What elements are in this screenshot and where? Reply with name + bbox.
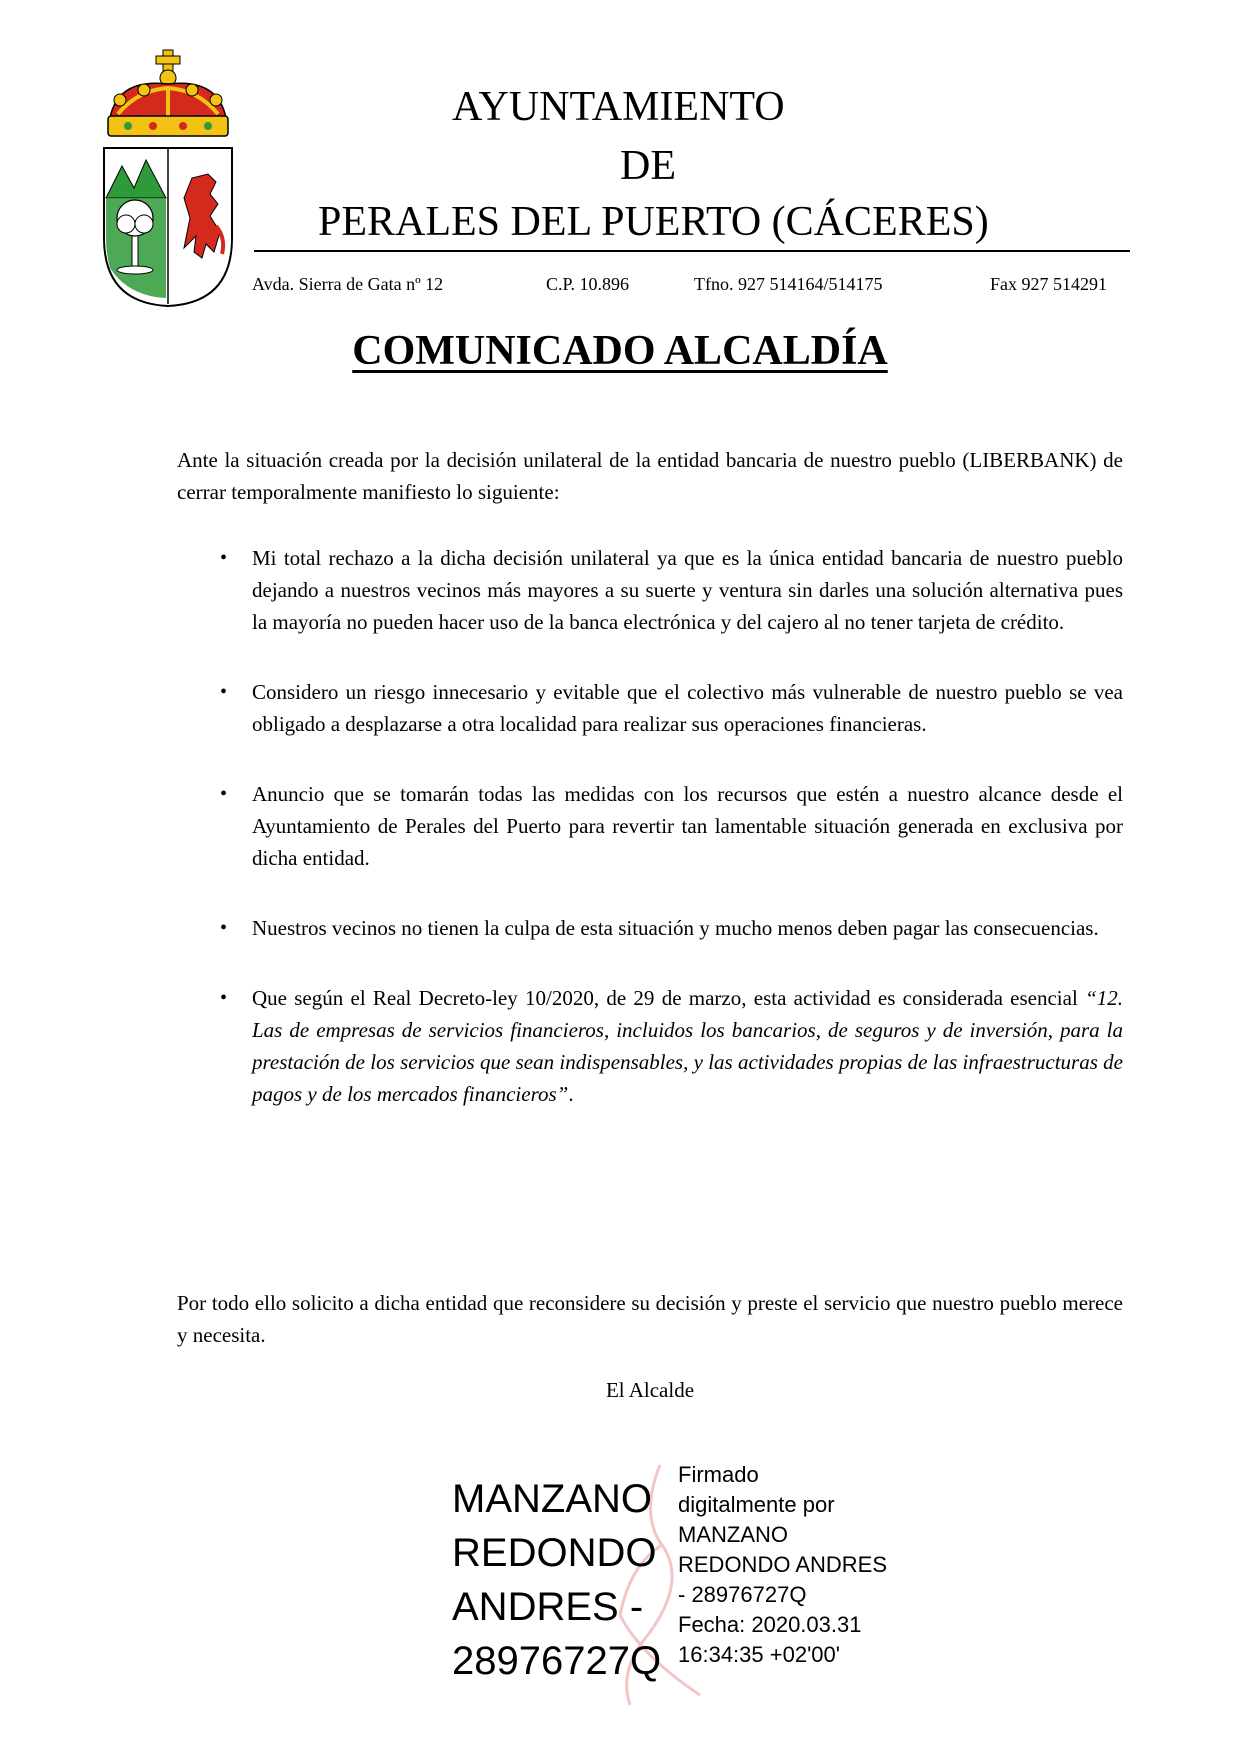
document-title-text: COMUNICADO ALCALDÍA	[352, 328, 888, 374]
list-item	[177, 542, 1123, 638]
list-item-end: .	[568, 1082, 574, 1106]
bullet-icon: •	[220, 987, 228, 1009]
list-item-text: Anuncio que se tomarán todas las medidas con los recursos que estén a nuestro alcance desde el Ayuntamiento de Perales del Puerto para revertir tan lamentable situación generada en exclusiva por dicha entidad.	[252, 782, 1123, 870]
letterhead-line-1: AYUNTAMIENTO	[452, 84, 785, 130]
municipal-coat-of-arms-icon	[98, 48, 238, 308]
signature-info-line: REDONDO ANDRES	[678, 1552, 888, 1577]
letterhead-divider	[254, 250, 1130, 252]
intro-paragraph: Ante la situación creada por la decisión unilateral de la entidad bancaria de nuestro pueblo (LIBERBANK) de cerrar temporalmente manifiesto lo siguiente:	[177, 448, 1123, 504]
list-item	[177, 912, 1123, 944]
legal-quote: “12. Las de empresas de servicios financieros, incluidos los bancarios, de seguros y de inversión, para la prestación de los servicios que sean indispensables, y las actividades propias de las infraestructuras de pagos y de los mercados financieros”	[252, 986, 1123, 1106]
list-item-text: Que según el Real Decreto-ley 10/2020, de 29 de marzo, esta actividad es considerada esencial	[252, 986, 1086, 1010]
signature-name-line: REDONDO	[452, 1531, 657, 1575]
letterhead-line-3: PERALES DEL PUERTO (CÁCERES)	[318, 199, 989, 245]
letterhead-line-2: DE	[620, 143, 676, 189]
bullet-icon: •	[220, 681, 228, 703]
list-item-text: Considero un riesgo innecesario y evitable que el colectivo más vulnerable de nuestro pueblo se vea obligado a desplazarse a otra localidad para realizar sus operaciones financieras.	[252, 680, 1123, 736]
signature-name-line: ANDRES -	[452, 1585, 644, 1629]
signature-name	[452, 1472, 661, 1688]
address: Avda. Sierra de Gata nº 12	[252, 274, 444, 294]
list-item	[177, 982, 1123, 1110]
list-item	[177, 676, 1123, 740]
signer-role-text: El Alcalde	[605, 1378, 695, 1402]
bullet-list	[177, 542, 1123, 1110]
signature-info-line: - 28976727Q	[678, 1582, 807, 1607]
signature-info-line: 16:34:35 +02'00'	[678, 1642, 840, 1667]
signature-info	[678, 1460, 887, 1670]
fax: Fax 927 514291	[990, 274, 1107, 294]
bullet-icon: •	[220, 547, 228, 569]
signature-info-line: digitalmente por	[678, 1492, 835, 1517]
signature-name-line: 28976727Q	[452, 1639, 662, 1683]
bullet-icon: •	[220, 783, 228, 805]
signature-info-line: Fecha: 2020.03.31	[678, 1612, 862, 1637]
signature-name-line: MANZANO	[452, 1477, 652, 1521]
list-item-text: Mi total rechazo a la dicha decisión unilateral ya que es la única entidad bancaria de nuestro pueblo dejando a nuestros vecinos más mayores a su suerte y ventura sin darles una solución alternativa pues la mayoría no pueden hacer uso de la banca electrónica y del cajero al no tener tarjeta de crédito.	[252, 546, 1123, 634]
list-item-text: Nuestros vecinos no tienen la culpa de esta situación y mucho menos deben pagar las consecuencias.	[252, 916, 1099, 940]
signature-info-line: Firmado	[678, 1462, 759, 1487]
bullet-icon: •	[220, 917, 228, 939]
closing-paragraph: Por todo ello solicito a dicha entidad que reconsidere su decisión y preste el servicio que nuestro pueblo merece y necesita.	[177, 1291, 1123, 1347]
signature-info-line: MANZANO	[678, 1522, 788, 1547]
document-title	[0, 326, 1240, 376]
phone: Tfno. 927 514164/514175	[694, 274, 883, 294]
postal-code: C.P. 10.896	[546, 274, 630, 294]
list-item	[177, 778, 1123, 874]
